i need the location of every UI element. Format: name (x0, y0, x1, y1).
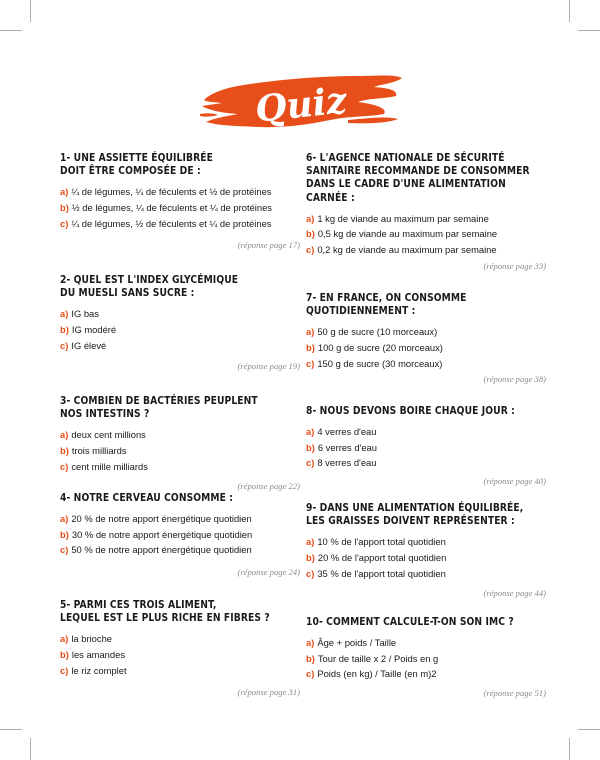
question-title: 6- L'AGENCE NATIONALE DE SÉCURITÉ SANITAIRE RECOMMANDE DE CONSOMMER DANS LE CADRE D'UNE ALIMENTATION CARNÉE : (306, 153, 530, 204)
option-b (306, 340, 546, 356)
question-title: 7- EN FRANCE, ON CONSOMME QUOTIDIENNEMENT : (306, 293, 467, 318)
answer-reference: (réponse page 22) (237, 481, 300, 491)
option-text: les amandes (71, 649, 126, 660)
option-c (60, 663, 300, 679)
option-text: Poids (en kg) / Taille (en m)2 (317, 668, 437, 680)
option-letter: b) (306, 441, 315, 453)
question-title: 1- UNE ASSIETTE ÉQUILIBRÉE DOIT ÊTRE COMPOSÉE DE : (60, 153, 213, 178)
option-b (60, 200, 300, 216)
option-letter: b) (306, 228, 315, 240)
question-title: 10- COMMENT CALCULE-T-ON SON IMC ? (306, 617, 514, 628)
option-b (306, 651, 546, 667)
option-text: 10 % de l'apport total quotidien (317, 536, 446, 548)
option-a (306, 534, 546, 550)
option-text: ½ de légumes, ¼ de féculents et ¼ de protéines (71, 202, 272, 213)
option-text: 20 % de l'apport total quotidien (317, 552, 447, 563)
option-letter: a) (60, 308, 69, 320)
option-c (60, 216, 300, 232)
question-4 (60, 492, 300, 577)
answer-reference: (réponse page 31) (237, 687, 300, 697)
option-b (306, 550, 546, 566)
option-b (60, 527, 300, 543)
question-8 (306, 405, 546, 486)
option-letter: a) (306, 212, 315, 224)
crop-mark (30, 0, 31, 22)
option-text: cent mille milliards (71, 460, 148, 472)
option-text: la brioche (71, 633, 112, 645)
option-text: Tour de taille x 2 / Poids en g (317, 652, 439, 664)
option-letter: a) (306, 536, 315, 548)
option-a (60, 306, 300, 322)
question-7 (306, 292, 546, 384)
option-letter: a) (306, 326, 315, 338)
option-c (60, 459, 300, 475)
question-3 (60, 395, 300, 491)
option-text: 0,2 kg de viande au maximum par semaine (317, 244, 497, 255)
option-a (306, 424, 546, 440)
option-letter: c) (60, 339, 69, 351)
option-letter: b) (306, 652, 315, 664)
option-text: 35 % de l'apport total quotidien (317, 567, 446, 579)
option-text: 100 g de sucre (20 morceaux) (317, 342, 443, 353)
option-c (60, 542, 300, 558)
crop-mark (569, 738, 570, 760)
answer-reference: (réponse page 38) (483, 374, 546, 384)
option-text: 50 % de notre apport énergétique quotidien (71, 544, 252, 556)
option-b (306, 226, 546, 242)
option-letter: c) (306, 457, 315, 469)
option-a (306, 324, 546, 340)
question-2 (60, 274, 300, 371)
option-a (60, 631, 300, 647)
option-text: 30 % de notre apport énergétique quotidien (71, 528, 253, 540)
option-b (60, 647, 300, 663)
option-text: 50 g de sucre (10 morceaux) (317, 326, 438, 338)
question-title: 3- COMBIEN DE BACTÉRIES PEUPLENT NOS INTESTINS ? (60, 396, 258, 421)
option-text: 0,5 kg de viande au maximum par semaine (317, 228, 498, 240)
option-c (306, 455, 546, 471)
option-letter: b) (306, 342, 315, 353)
option-letter: a) (60, 513, 69, 525)
answer-reference: (réponse page 24) (237, 567, 300, 577)
option-b (60, 443, 300, 459)
option-text: deux cent millions (71, 429, 146, 441)
option-text: 8 verres d'eau (317, 457, 377, 469)
option-letter: a) (306, 637, 315, 649)
option-text: ¼ de légumes, ½ de féculents et ¼ de protéines (71, 217, 272, 229)
option-letter: b) (60, 202, 69, 213)
option-text: 20 % de notre apport énergétique quotidien (71, 513, 252, 525)
option-text: trois milliards (71, 445, 127, 456)
option-a (306, 211, 546, 227)
answer-reference: (réponse page 17) (237, 240, 300, 250)
option-b (306, 440, 546, 456)
answer-reference: (réponse page 40) (483, 476, 546, 486)
option-a (60, 511, 300, 527)
option-text: 4 verres d'eau (317, 426, 377, 438)
option-a (306, 635, 546, 651)
answer-reference: (réponse page 19) (237, 361, 300, 371)
crop-mark (0, 30, 22, 31)
answer-reference: (réponse page 33) (483, 261, 546, 271)
option-a (60, 184, 300, 200)
question-title: 8- NOUS DEVONS BOIRE CHAQUE JOUR : (306, 406, 515, 417)
option-letter: b) (60, 649, 69, 660)
option-letter: a) (60, 633, 69, 645)
option-letter: a) (306, 426, 315, 438)
crop-mark (578, 30, 600, 31)
option-letter: c) (306, 244, 315, 255)
quiz-title: Quiz (253, 79, 349, 131)
option-letter: b) (60, 324, 69, 335)
crop-mark (0, 729, 22, 730)
question-title: 9- DANS UNE ALIMENTATION ÉQUILIBRÉE, LES GRAISSES DOIVENT REPRÉSENTER : (306, 503, 524, 528)
option-letter: a) (60, 186, 69, 198)
option-text: Âge + poids / Taille (317, 637, 397, 649)
option-letter: c) (60, 664, 69, 676)
option-c (306, 242, 546, 258)
option-letter: c) (306, 668, 315, 680)
option-text: le riz complet (71, 664, 127, 676)
option-letter: c) (60, 544, 69, 556)
option-text: IG modéré (71, 324, 117, 335)
option-letter: b) (60, 528, 69, 540)
option-letter: c) (60, 217, 69, 229)
question-1 (60, 152, 300, 250)
option-c (306, 356, 546, 372)
answer-reference: (réponse page 51) (483, 688, 546, 698)
option-letter: c) (306, 357, 315, 369)
answer-reference: (réponse page 44) (483, 588, 546, 598)
quiz-title-banner (198, 70, 404, 134)
option-text: 6 verres d'eau (317, 441, 377, 453)
option-text: ¼ de légumes, ¼ de féculents et ½ de protéines (71, 186, 272, 198)
option-letter: c) (60, 460, 69, 472)
question-9 (306, 502, 546, 598)
option-b (60, 322, 300, 338)
question-title: 4- NOTRE CERVEAU CONSOMME : (60, 493, 234, 504)
option-text: IG élevé (71, 339, 107, 351)
option-c (306, 566, 546, 582)
crop-mark (578, 729, 600, 730)
option-text: IG bas (71, 308, 99, 320)
question-6 (306, 152, 546, 271)
option-text: 150 g de sucre (30 morceaux) (317, 357, 443, 369)
question-title: 5- PARMI CES TROIS ALIMENT, LEQUEL EST LE PLUS RICHE EN FIBRES ? (60, 600, 270, 625)
option-a (60, 427, 300, 443)
question-5 (60, 599, 300, 697)
option-letter: a) (60, 429, 69, 441)
option-c (306, 666, 546, 682)
option-letter: c) (306, 567, 315, 579)
question-title: 2- QUEL EST L'INDEX GLYCÉMIQUE DU MUESLI SANS SUCRE : (60, 275, 239, 300)
option-letter: b) (60, 445, 69, 456)
crop-mark (30, 738, 31, 760)
option-c (60, 338, 300, 354)
crop-mark (569, 0, 570, 22)
option-letter: b) (306, 552, 315, 563)
option-text: 1 kg de viande au maximum par semaine (317, 212, 489, 224)
question-10 (306, 616, 546, 698)
